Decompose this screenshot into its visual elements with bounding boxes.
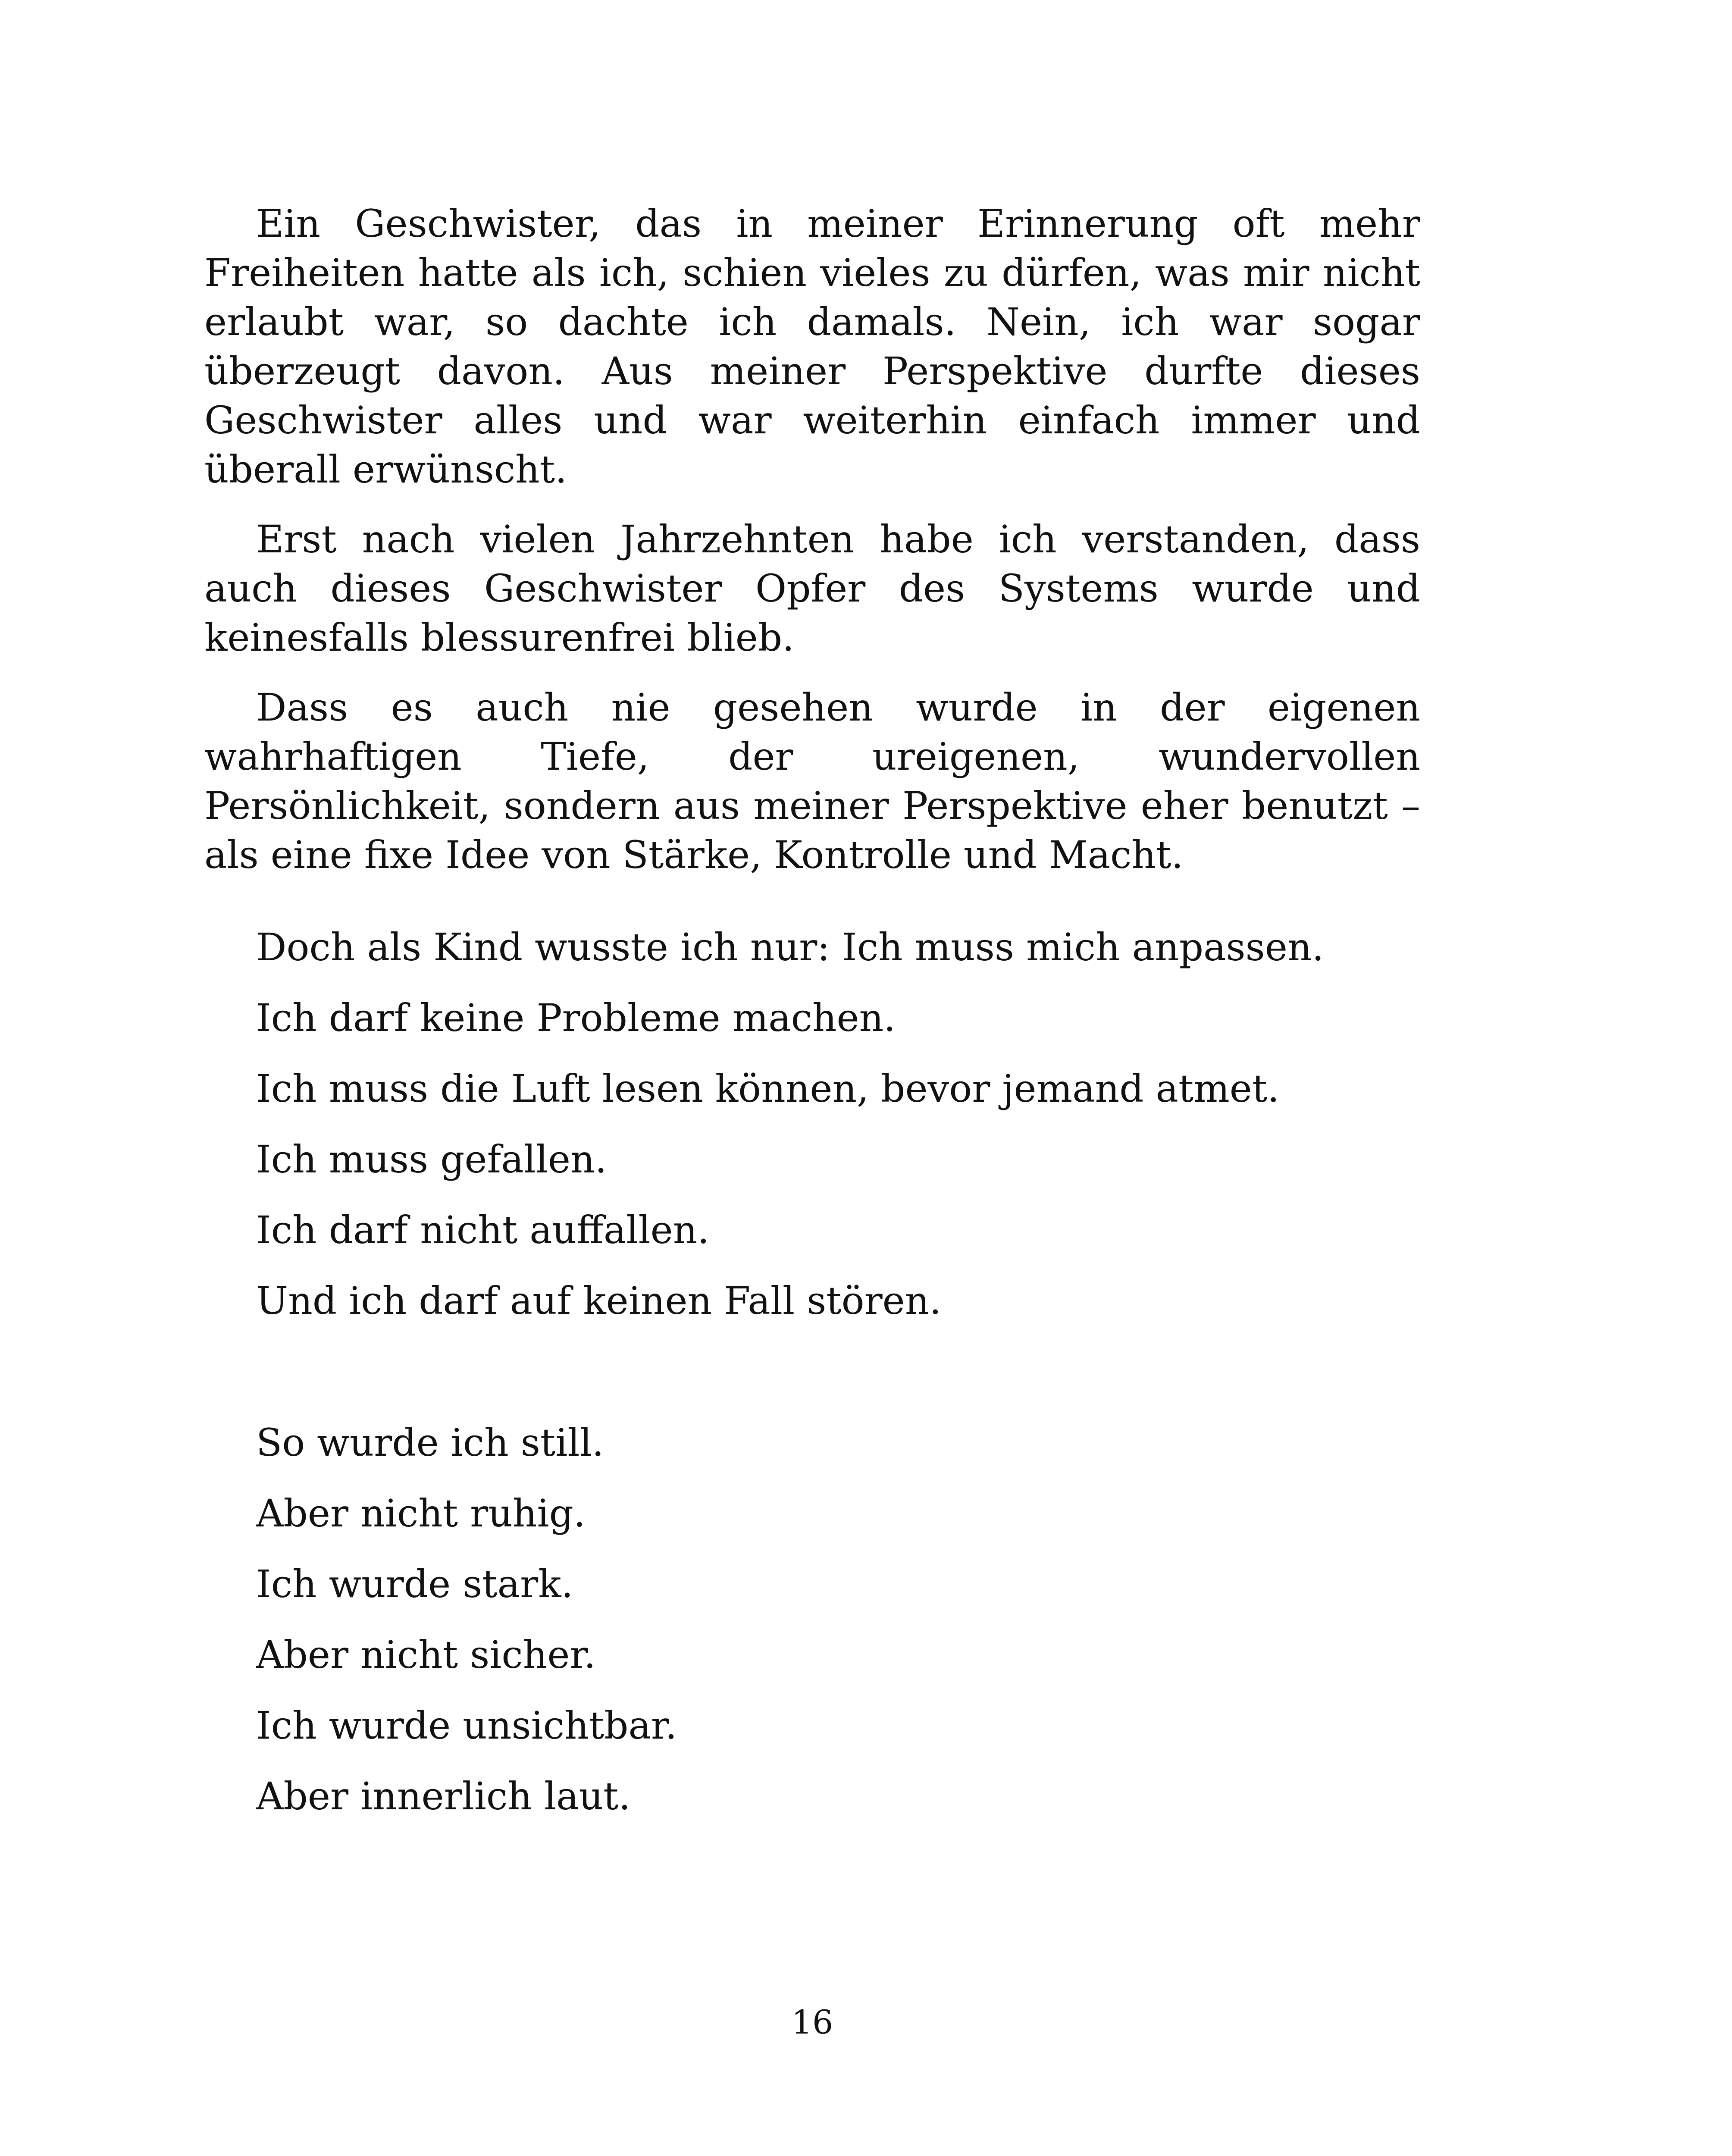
verse-line: Und ich darf auf keinen Fall stören.: [256, 1279, 942, 1323]
verse-line: Aber innerlich laut.: [256, 1774, 631, 1818]
prose-block: [204, 199, 1420, 880]
verse-line: Ich muss die Luft lesen können, bevor jemand atmet.: [256, 1066, 1280, 1111]
verse-line: Ich darf nicht auffallen.: [256, 1208, 710, 1252]
verse-line: Aber nicht sicher.: [256, 1633, 596, 1677]
paragraph: Erst nach vielen Jahrzehnten habe ich verstanden, dass auch dieses Geschwister Opfer des Systems wurde und keinesfalls blessurenfrei blieb.: [204, 517, 1420, 660]
paragraph: Ein Geschwister, das in meiner Erinnerung oft mehr Freiheiten hatte als ich, schien vieles zu dürfen, was mir nicht erlaubt war, so dachte ich damals. Nein, ich war sogar überzeugt davon. Aus meiner Perspektive durfte dieses Geschwister alles und war weiterhin einfach immer und überall erwünscht.: [204, 201, 1420, 492]
page-number: 16: [791, 2003, 833, 2041]
paragraph: Dass es auch nie gesehen wurde in der eigenen wahrhaftigen Tiefe, der ureigenen, wundervollen Persönlichkeit, sondern aus meiner Perspektive eher benutzt – als eine fixe Idee von Stärke, Kontrolle und Macht.: [204, 685, 1420, 877]
verse-group-still: [256, 1418, 677, 1843]
verse-line: Ich muss gefallen.: [256, 1137, 607, 1181]
verse-line: Doch als Kind wusste ich nur: Ich muss mich anpassen.: [256, 925, 1324, 969]
verse-line: Ich darf keine Probleme machen.: [256, 996, 896, 1040]
verse-line: Aber nicht ruhig.: [256, 1491, 586, 1536]
verse-line: Ich wurde unsichtbar.: [256, 1703, 677, 1748]
verse-line: Ich wurde stark.: [256, 1562, 573, 1606]
verse-group-anpassen: [256, 923, 1324, 1347]
verse-line: So wurde ich still.: [256, 1420, 604, 1465]
